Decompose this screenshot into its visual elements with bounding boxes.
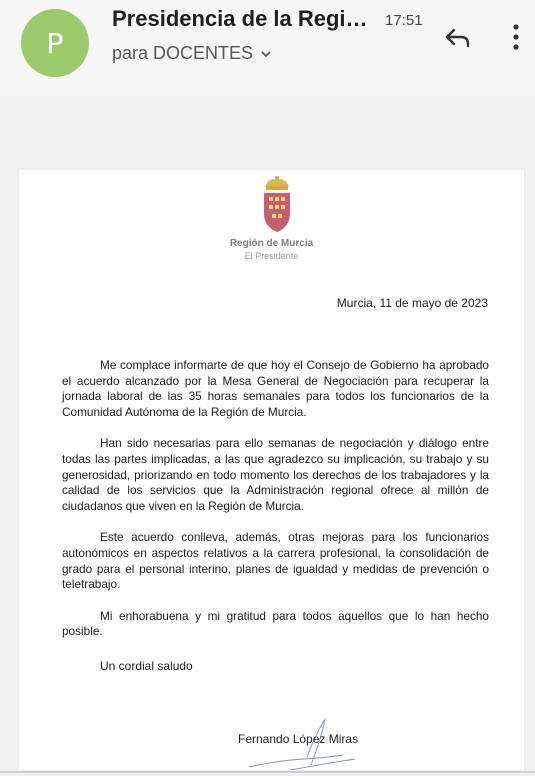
email-time: 17:51 (385, 12, 423, 29)
organization-name: Región de Murcia (229, 238, 314, 249)
reply-button[interactable] (441, 24, 473, 52)
sender-avatar[interactable]: P (21, 9, 89, 77)
chevron-down-icon (261, 49, 271, 59)
email-header (0, 0, 535, 96)
signer-name: Fernando López Miras (238, 732, 359, 746)
paragraph: Han sido necesarias para ello semanas de negociación y diálogo entre todas las partes implicadas, a las que agradezco su implicación, su trabajo y su generosidad, priorizando en todo momento los derechos de los trabajadores y la calidad de los servicios que la Administración regional ofrece al millón de ciudadanos que viven en la Región de Murcia. (62, 436, 489, 513)
letter-greeting: Un cordial saludo (100, 659, 193, 673)
region-crest-logo (261, 175, 293, 233)
reply-icon (443, 26, 471, 50)
paragraph: Me complace informarte de que hoy el Consejo de Gobierno ha aprobado el acuerdo alcanzado por la Mesa General de Negociación para recuperar la jornada laboral de las 35 horas semanales para todos los funcionarios de la Comunidad Autónoma de la Región de Murcia. (62, 358, 489, 419)
paragraph: Este acuerdo conlleva, además, otras mejoras para los funcionarios autonómicos en aspectos relativos a la carrera profesional, la consolidación de grado para el personal interino, planes de igualdad y medidas de prevención o teletrabajo. (62, 530, 489, 592)
organization-subtitle: El Presidente (244, 251, 299, 261)
recipient-label: para DOCENTES (112, 43, 254, 63)
letter-date: Murcia, 11 de mayo de 2023 (336, 296, 488, 310)
more-vertical-icon (513, 24, 519, 50)
divider (0, 771, 535, 773)
paragraph: Mi enhorabuena y mi gratitud para todos aquellos que lo han hecho posible. (62, 608, 489, 639)
more-options-button[interactable] (506, 22, 526, 52)
recipient-toggle[interactable] (112, 43, 271, 64)
letter-attachment (19, 170, 524, 770)
sender-name[interactable]: Presidencia de la Regió... (112, 6, 377, 31)
letter-body (62, 358, 489, 656)
